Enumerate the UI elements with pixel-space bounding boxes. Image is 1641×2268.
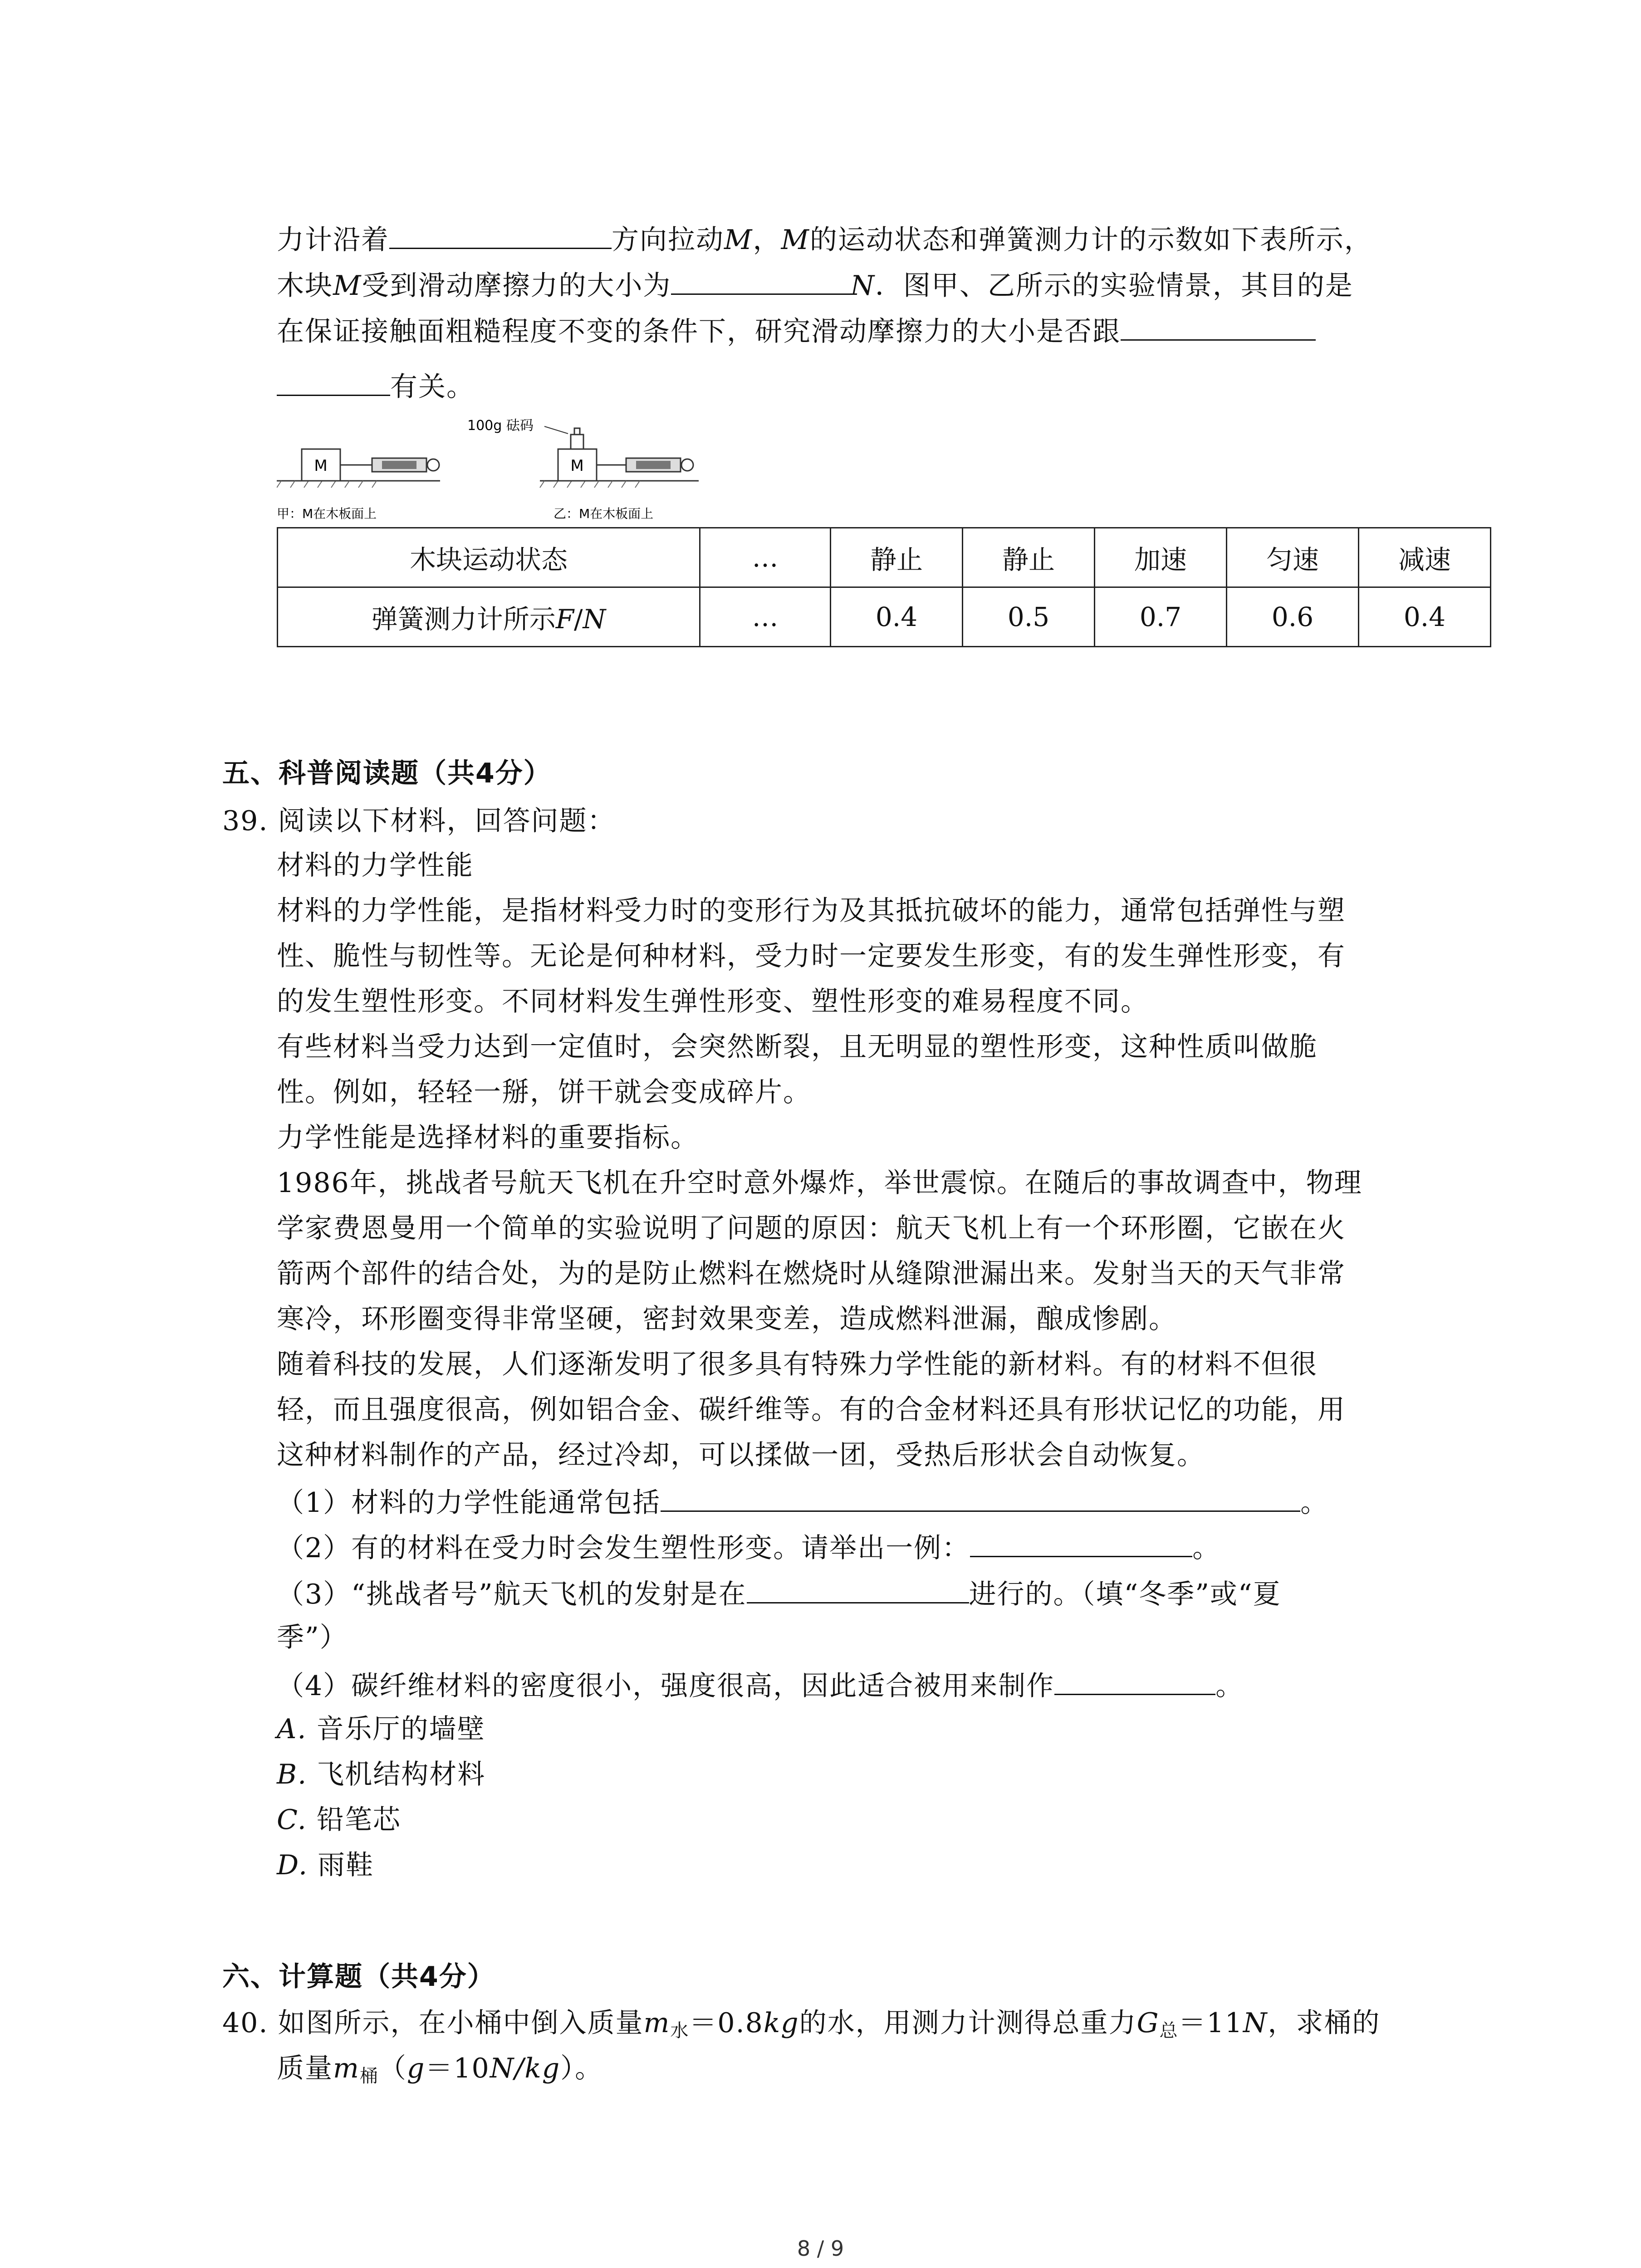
figure-caption-a: 甲：M在木板面上 (277, 506, 377, 521)
option-c-key: C. (277, 1804, 307, 1836)
q40-var-g: g (407, 2053, 426, 2084)
q40-var-g: G (1136, 2007, 1160, 2039)
option-d[interactable] (277, 1847, 374, 1883)
q39-sub-4-text: （4）碳纤维材料的密度很小，强度很高，因此适合被用来制作 (277, 1670, 1055, 1702)
setup-b (467, 418, 699, 521)
q40-text: （ (378, 2053, 407, 2084)
q39-sub-1 (277, 1482, 1328, 1521)
q40-unit: N/kg (490, 2053, 561, 2084)
article-p2-l1: 有些材料当受力达到一定值时，会突然断裂，且无明显的塑性形变，这种性质叫做脆 (277, 1031, 1318, 1063)
q38-text: 受到滑动摩擦力的大小为 (362, 270, 671, 302)
q39-intro-text: 阅读以下材料，回答问题： (278, 805, 616, 837)
q39-sub-3-text-b: 进行的。（填“冬季”或“夏 (969, 1579, 1281, 1610)
article-p5-l2: 轻，而且强度很高，例如铝合金、碳纤维等。有的合金材料还具有形状记忆的功能，用 (277, 1394, 1346, 1426)
table-cell: 减速 (1359, 528, 1491, 587)
weight-label: 100g 砝码 (467, 418, 534, 434)
q39-sub-4-end: 。 (1215, 1670, 1244, 1702)
answer-blank-q39-3[interactable] (747, 1574, 969, 1603)
q38-text: 力计沿着 (277, 224, 389, 256)
table-row (278, 528, 1491, 587)
q40-var-m: m (643, 2007, 671, 2039)
option-b-text: 飞机结构材料 (317, 1759, 486, 1790)
article-p5-l1: 随着科技的发展，人们逐渐发明了很多具有特殊力学性能的新材料。有的材料不但很 (277, 1349, 1318, 1380)
answer-blank-q39-2[interactable] (970, 1528, 1192, 1557)
q38-text: 的运动状态和弹簧测力计的示数如下表所示， (809, 224, 1372, 256)
table-cell: 0.7 (1095, 587, 1227, 647)
article-p1-l3: 的发生塑性形变。不同材料发生弹性形变、塑性形变的难易程度不同。 (277, 986, 1149, 1017)
q40-line-1 (222, 2005, 1380, 2049)
table-header-force-var: F (555, 604, 574, 635)
pull-ring-a (427, 459, 439, 471)
q40-text: 质量 (277, 2053, 333, 2084)
q39-sub-3 (277, 1574, 1281, 1613)
pull-ring-b (681, 459, 693, 471)
answer-blank-friction[interactable] (671, 265, 850, 295)
q40-text: ＝11 (1178, 2007, 1243, 2039)
article-p2-l2: 性。例如，轻轻一掰，饼干就会变成碎片。 (277, 1076, 811, 1108)
q40-text: ＝0.8 (689, 2007, 764, 2039)
q38-var-m: M (781, 224, 810, 256)
board-hatch-a (277, 481, 377, 488)
option-c[interactable] (277, 1802, 401, 1838)
section-5-heading: 五、科普阅读题（共4分） (222, 758, 552, 789)
q40-text: 如图所示，在小桶中倒入质量 (278, 2007, 644, 2039)
option-d-text: 雨鞋 (318, 1849, 374, 1881)
q40-sub: 总 (1159, 2020, 1179, 2041)
table-cell-ellipsis: … (700, 587, 831, 647)
table-cell-ellipsis: … (700, 528, 831, 587)
answer-blank-direction[interactable] (389, 220, 612, 249)
weight-100g (571, 435, 583, 449)
figure-caption-b: 乙：M在木板面上 (554, 506, 654, 521)
q40-var-m: m (333, 2053, 360, 2084)
q38-line-1 (277, 220, 1372, 258)
block-b-label: M (570, 457, 584, 475)
option-b-key: B. (277, 1759, 308, 1790)
q40-sub: 桶 (359, 2066, 379, 2087)
q38-text: 在保证接触面粗糙程度不变的条件下，研究滑动摩擦力的大小是否跟 (277, 316, 1121, 347)
q39-sub-1-end: 。 (1300, 1487, 1329, 1519)
q38-text: ．图甲、乙所示的实验情景，其目的是 (875, 270, 1353, 302)
q40-sub: 水 (670, 2020, 690, 2041)
q39-sub-2-text: （2）有的材料在受力时会发生塑性形变。请举出一例： (277, 1532, 970, 1564)
q39-sub-3-text: （3）“挑战者号”航天飞机的发射是在 (277, 1579, 747, 1610)
q40-text: ，求桶的 (1268, 2007, 1381, 2039)
table-cell: 0.5 (963, 587, 1095, 647)
q40-unit: N (1243, 2007, 1268, 2039)
weight-knob (574, 428, 580, 435)
q39-sub-3-cont: 季”） (277, 1622, 348, 1653)
answer-blank-factor-cont[interactable] (277, 367, 390, 396)
q38-text: ， (753, 224, 781, 256)
table-cell: 静止 (831, 528, 963, 587)
article-title: 材料的力学性能 (277, 850, 474, 881)
table-header-force (278, 587, 700, 647)
q39-sub-4 (277, 1666, 1244, 1704)
q38-text: 木块 (277, 270, 333, 302)
q38-line-2 (277, 265, 1353, 304)
motion-table (277, 527, 1491, 647)
setup-a (277, 449, 440, 521)
answer-blank-q39-1[interactable] (661, 1482, 1300, 1512)
weight-pointer (544, 426, 568, 434)
spring-scale-b-core (636, 461, 671, 469)
answer-blank-factor[interactable] (1121, 311, 1316, 341)
article-p4-l1: 1986年，挑战者号航天飞机在升空时意外爆炸，举世震惊。在随后的事故调查中，物理 (277, 1167, 1362, 1199)
q40-text: ＝10 (425, 2053, 490, 2084)
table-header-force-unit: N (583, 604, 606, 635)
q39-sub-2 (277, 1528, 1220, 1566)
q40-text: 的水，用测力计测得总重力 (799, 2007, 1137, 2039)
question-number: 40. (222, 2007, 269, 2039)
q39-sub-1-text: （1）材料的力学性能通常包括 (277, 1487, 661, 1519)
table-cell: 0.4 (1359, 587, 1491, 647)
article-p1-l2: 性、脆性与韧性等。无论是何种材料，受力时一定要发生形变，有的发生弹性形变，有 (277, 940, 1346, 972)
q39-sub-2-end: 。 (1192, 1532, 1221, 1564)
option-b[interactable] (277, 1756, 485, 1793)
table-cell: 0.4 (831, 587, 963, 647)
q38-text: 方向拉动 (612, 224, 724, 256)
table-cell: 匀速 (1227, 528, 1359, 587)
option-a-key: A. (277, 1713, 307, 1745)
board-hatch-b (540, 481, 640, 488)
option-a[interactable] (277, 1711, 485, 1747)
block-a-label: M (314, 457, 328, 475)
experiment-figure (277, 413, 730, 522)
spring-scale-a-core (382, 461, 416, 469)
option-a-text: 音乐厅的墙壁 (316, 1713, 485, 1745)
q40-text: ）。 (560, 2053, 603, 2084)
q40-unit: kg (763, 2007, 799, 2039)
article-p1-l1: 材料的力学性能，是指材料受力时的变形行为及其抵抗破坏的能力，通常包括弹性与塑 (277, 895, 1346, 927)
q40-line-2 (277, 2050, 603, 2094)
q38-var-m: M (333, 270, 362, 302)
section-6-heading: 六、计算题（共4分） (222, 1961, 495, 1993)
answer-blank-q39-4[interactable] (1054, 1666, 1215, 1695)
table-header-force-slash: / (573, 604, 583, 635)
q38-line-4 (277, 367, 475, 405)
article-p3: 力学性能是选择材料的重要指标。 (277, 1122, 699, 1154)
table-cell: 静止 (963, 528, 1095, 587)
option-c-text: 铅笔芯 (316, 1804, 401, 1836)
table-cell: 加速 (1095, 528, 1227, 587)
q38-line-3 (277, 311, 1316, 350)
question-number: 39. (222, 805, 269, 837)
option-d-key: D. (277, 1849, 309, 1881)
table-header-state: 木块运动状态 (278, 528, 700, 587)
article-p4-l2: 学家费恩曼用一个简单的实验说明了问题的原因：航天飞机上有一个环形圈，它嵌在火 (277, 1212, 1346, 1244)
table-cell: 0.6 (1227, 587, 1359, 647)
article-p5-l3: 这种材料制作的产品，经过冷却，可以揉做一团，受热后形状会自动恢复。 (277, 1439, 1205, 1471)
q38-unit-n: N (850, 270, 875, 302)
page-number: 8 / 9 (797, 2236, 844, 2261)
article-p4-l4: 寒冷，环形圈变得非常坚硬，密封效果变差，造成燃料泄漏，酿成惨剧。 (277, 1303, 1177, 1335)
q39-intro (222, 803, 616, 839)
table-header-force-text: 弹簧测力计所示 (371, 604, 556, 635)
q38-text: 有关。 (390, 371, 475, 403)
q38-var-m: M (724, 224, 753, 256)
table-row (278, 587, 1491, 647)
article-p4-l3: 箭两个部件的结合处，为的是防止燃料在燃烧时从缝隙泄漏出来。发射当天的天气非常 (277, 1258, 1346, 1290)
